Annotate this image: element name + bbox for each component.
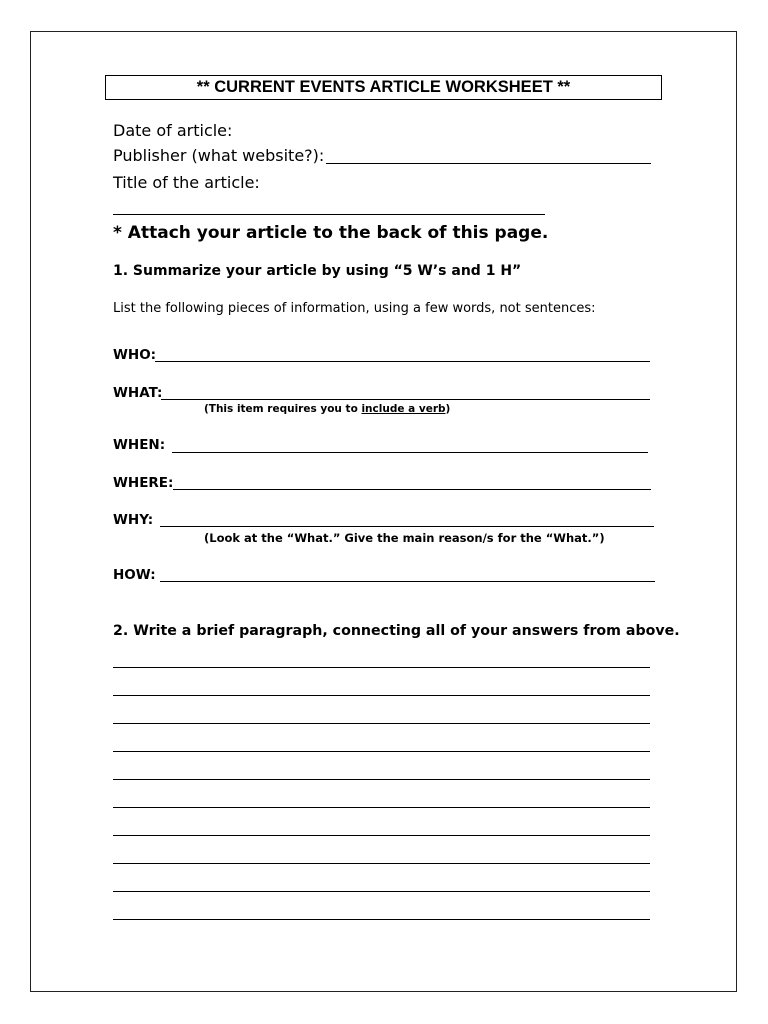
who-answer-line[interactable] <box>155 361 650 362</box>
date-label: Date of article: <box>113 121 233 140</box>
paragraph-line[interactable] <box>113 919 650 920</box>
paragraph-line[interactable] <box>113 835 650 836</box>
why-label: WHY: <box>113 512 154 528</box>
paragraph-line[interactable] <box>113 695 650 696</box>
what-answer-line[interactable] <box>161 399 650 400</box>
how-answer-line[interactable] <box>160 581 655 582</box>
publisher-label: Publisher (what website?): <box>113 146 325 165</box>
why-answer-line[interactable] <box>160 526 654 527</box>
where-answer-line[interactable] <box>173 489 651 490</box>
when-label: WHEN: <box>113 437 166 453</box>
who-label: WHO: <box>113 347 157 363</box>
article-title-answer-line[interactable] <box>113 214 545 215</box>
what-label: WHAT: <box>113 385 163 401</box>
article-title-label: Title of the article: <box>113 173 260 192</box>
when-answer-line[interactable] <box>172 452 648 453</box>
publisher-answer-line[interactable] <box>326 163 651 164</box>
paragraph-line[interactable] <box>113 891 650 892</box>
attach-note: * Attach your article to the back of this page. <box>113 223 549 243</box>
why-hint: (Look at the “What.” Give the main reason/s for the “What.”) <box>204 531 605 545</box>
question-2-heading: 2. Write a brief paragraph, connecting all of your answers from above. <box>113 623 680 639</box>
how-label: HOW: <box>113 567 156 583</box>
worksheet-title: ** CURRENT EVENTS ARTICLE WORKSHEET ** <box>105 75 662 100</box>
paragraph-line[interactable] <box>113 667 650 668</box>
question-1-heading: 1. Summarize your article by using “5 W’s and 1 H” <box>113 263 522 279</box>
question-1-instruction: List the following pieces of information, using a few words, not sentences: <box>113 301 596 316</box>
paragraph-line[interactable] <box>113 779 650 780</box>
where-label: WHERE: <box>113 475 174 491</box>
what-hint: (This item requires you to include a verb) <box>204 403 451 415</box>
paragraph-line[interactable] <box>113 863 650 864</box>
paragraph-line[interactable] <box>113 751 650 752</box>
paragraph-line[interactable] <box>113 807 650 808</box>
paragraph-line[interactable] <box>113 723 650 724</box>
